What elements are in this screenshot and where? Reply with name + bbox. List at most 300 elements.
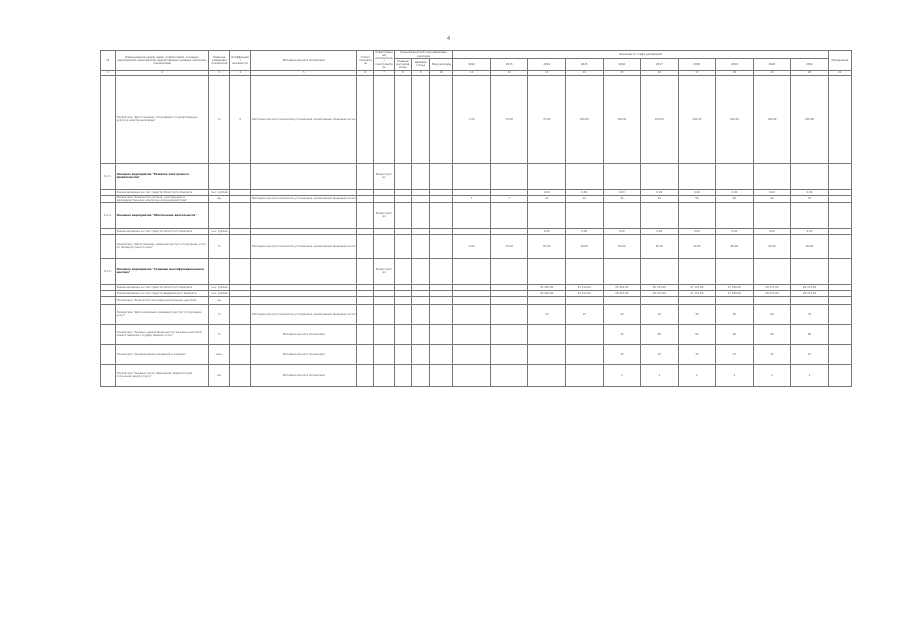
row-unit [209, 163, 230, 189]
row-value: 52 [641, 195, 679, 202]
row-value: 40,00 [566, 234, 604, 258]
row-value [490, 364, 528, 386]
row-value [528, 364, 566, 386]
row-name: Показатель "Количество многофункциональных центров" [115, 296, 209, 304]
row-unit: % [209, 304, 230, 324]
row-value [566, 364, 604, 386]
header-coef: Коэффициент значимости [230, 51, 251, 71]
row-value: 2 [716, 364, 754, 386]
row-value: 25 412,00 [603, 290, 641, 296]
row-kbk [411, 163, 430, 189]
row-kbk [395, 344, 412, 364]
row-value: 100,00 [716, 75, 754, 163]
row-value [453, 258, 491, 284]
header-year: 2017 [641, 59, 679, 71]
row-value [528, 202, 566, 228]
header-year: 2021 [791, 59, 829, 71]
column-number: 17 [678, 70, 716, 75]
row-value: 0,00 [716, 228, 754, 234]
row-value: 0,00 [641, 189, 679, 195]
row-value: 22 [528, 195, 566, 202]
row-value [453, 163, 491, 189]
column-number: 1 [101, 70, 116, 75]
row-responsible [374, 324, 395, 344]
row-note [828, 364, 851, 386]
row-status [357, 296, 374, 304]
row-responsible [374, 304, 395, 324]
row-method: Методика расчета показателя установлена нормативным правовым актом [251, 304, 357, 324]
row-value: 0,00 [603, 228, 641, 234]
row-value: 2 [641, 364, 679, 386]
row-coef [230, 163, 251, 189]
row-value [716, 163, 754, 189]
row-value [490, 324, 528, 344]
row-method [251, 296, 357, 304]
column-number: 6 [357, 70, 374, 75]
table-row [101, 344, 852, 364]
row-coef [230, 195, 251, 202]
row-number [101, 75, 116, 163]
row-value [453, 364, 491, 386]
row-kbk [430, 75, 453, 163]
row-value [716, 258, 754, 284]
table-row [101, 258, 852, 284]
row-value [716, 202, 754, 228]
row-responsible: Министерство [374, 258, 395, 284]
row-responsible [374, 344, 395, 364]
row-status [357, 195, 374, 202]
header-name: Наименование целей, задач, подпрограмм, основных мероприятий, мероприятий, ведомственных целевых программ, показателей [115, 51, 209, 71]
row-value [791, 163, 829, 189]
row-value: 2 [753, 364, 791, 386]
row-note [828, 258, 851, 284]
row-kbk [430, 202, 453, 228]
row-responsible [374, 364, 395, 386]
row-unit: тыс. рублей [209, 290, 230, 296]
row-value: 25 412,00 [566, 284, 604, 290]
row-value: 0,00 [678, 228, 716, 234]
row-value [490, 258, 528, 284]
header-status: Статус показателя [357, 51, 374, 71]
row-value [528, 296, 566, 304]
row-responsible [374, 75, 395, 163]
row-kbk [430, 304, 453, 324]
row-kbk [411, 202, 430, 228]
row-name: Показатель "Доля граждан, получивших государственные услуги в электронном виде" [115, 75, 209, 163]
row-note [828, 195, 851, 202]
header-kbk-2: Вид расходов [430, 59, 453, 71]
column-number: 10 [430, 70, 453, 75]
row-value: 15 [641, 344, 679, 364]
row-value: 27 556,00 [716, 290, 754, 296]
row-value: 85 [678, 324, 716, 344]
row-value: 20 [603, 304, 641, 324]
row-value [753, 258, 791, 284]
row-kbk [411, 304, 430, 324]
row-coef [230, 304, 251, 324]
column-number: 11 [453, 70, 491, 75]
row-name: Основное мероприятие "Создание многофункциональных центров" [115, 258, 209, 284]
row-value: 90 [753, 324, 791, 344]
row-name: Показатель "Среднее число обращений заявителя для получения одной услуги" [115, 364, 209, 386]
header-resp: Ответственный исполнитель/соисполнитель [375, 51, 393, 70]
row-value: 27 556,00 [716, 284, 754, 290]
row-method: Методика расчета показателя установлена нормативным правовым актом [251, 195, 357, 202]
row-value: 100,00 [791, 75, 829, 163]
row-kbk [430, 163, 453, 189]
row-value: 100,00 [678, 75, 716, 163]
row-name: Показатель "Среднее время ожидания в очереди" [115, 344, 209, 364]
row-kbk [395, 364, 412, 386]
row-value: 70,00 [678, 234, 716, 258]
row-kbk [430, 234, 453, 258]
row-status [357, 344, 374, 364]
row-coef [230, 258, 251, 284]
row-value [716, 296, 754, 304]
row-value: 0,00 [528, 228, 566, 234]
row-value: 0,00 [791, 228, 829, 234]
column-number: 3 [209, 70, 230, 75]
table-row [101, 202, 852, 228]
row-value [753, 296, 791, 304]
row-note [828, 234, 851, 258]
row-value: 26 513,00 [641, 284, 679, 290]
row-value: 28 473,00 [791, 290, 829, 296]
row-value: 10 [528, 304, 566, 324]
column-number: 9 [411, 70, 430, 75]
row-kbk [411, 344, 430, 364]
row-kbk [430, 364, 453, 386]
header-year: 2016 [603, 59, 641, 71]
column-number: 14 [566, 70, 604, 75]
row-value [490, 202, 528, 228]
row-value: 70,00 [528, 75, 566, 163]
row-responsible [374, 296, 395, 304]
table-row [101, 195, 852, 202]
row-value [641, 296, 679, 304]
row-status [357, 163, 374, 189]
row-value: 0,00 [528, 189, 566, 195]
row-value: 28 473,00 [791, 284, 829, 290]
row-method [251, 202, 357, 228]
row-value [453, 304, 491, 324]
header-year: 2012 [453, 59, 491, 71]
row-value [528, 163, 566, 189]
row-unit: ед. [209, 364, 230, 386]
row-value [453, 202, 491, 228]
table-row [101, 296, 852, 304]
row-unit: тыс. рублей [209, 284, 230, 290]
row-number: 6.1.4. [101, 202, 116, 228]
row-value [791, 258, 829, 284]
row-value: 0,00 [566, 189, 604, 195]
row-value [453, 344, 491, 364]
row-name: Финансирование за счет средств областного бюджета [115, 228, 209, 234]
row-value: 80 [641, 324, 679, 344]
row-value [678, 258, 716, 284]
row-status [357, 364, 374, 386]
row-value: 15 [716, 344, 754, 364]
row-value: 25,00 [528, 234, 566, 258]
row-value: 0,00 [791, 189, 829, 195]
column-number: 19 [753, 70, 791, 75]
row-value [603, 202, 641, 228]
row-number [101, 195, 116, 202]
row-name: Показатель "Количество органов, участвующих в межведомственном электронном взаимодействии" [115, 195, 209, 202]
row-value [603, 163, 641, 189]
row-value [791, 296, 829, 304]
row-value: 15,00 [490, 75, 528, 163]
row-value: 15 [566, 304, 604, 324]
column-number: 21 [828, 70, 851, 75]
row-kbk [411, 296, 430, 304]
table-row [101, 304, 852, 324]
row-value: 100,00 [603, 75, 641, 163]
row-value: 15 [678, 344, 716, 364]
row-coef: 0 [230, 75, 251, 163]
row-value [566, 163, 604, 189]
row-kbk [411, 258, 430, 284]
row-kbk [395, 304, 412, 324]
column-number: 15 [603, 70, 641, 75]
row-value: 90 [716, 324, 754, 344]
row-value: 2 [603, 364, 641, 386]
row-kbk [395, 163, 412, 189]
row-note [828, 304, 851, 324]
row-value [678, 202, 716, 228]
row-number [101, 304, 116, 324]
row-kbk [395, 202, 412, 228]
row-value [678, 296, 716, 304]
row-value: 100,00 [641, 75, 679, 163]
table-row [101, 324, 852, 344]
header-year: 2019 [716, 59, 754, 71]
row-unit [209, 258, 230, 284]
header-values-group: Значения по годам реализации [453, 51, 828, 59]
table-row [101, 364, 852, 386]
row-value: 30 [641, 304, 679, 324]
row-value: 25 412,00 [566, 290, 604, 296]
row-value [641, 258, 679, 284]
row-unit: ед. [209, 195, 230, 202]
row-value: 56 [678, 195, 716, 202]
row-value: 27 113,00 [678, 290, 716, 296]
row-value: 28 473,00 [753, 284, 791, 290]
row-number [101, 324, 116, 344]
row-number [101, 234, 116, 258]
row-method [251, 163, 357, 189]
header-kbk-1: Целевая статья [411, 59, 430, 71]
column-number: 7 [374, 70, 395, 75]
column-number: 4 [230, 70, 251, 75]
row-name: Финансирование за счет средств областного бюджета [115, 284, 209, 290]
row-kbk [395, 258, 412, 284]
row-value: 50,00 [603, 234, 641, 258]
row-value: 100,00 [753, 75, 791, 163]
row-value [641, 202, 679, 228]
row-kbk [411, 364, 430, 386]
row-value: 24 961,00 [528, 290, 566, 296]
row-value: 100,00 [566, 75, 604, 163]
row-value: 45 [603, 195, 641, 202]
row-status [357, 258, 374, 284]
row-kbk [411, 324, 430, 344]
row-name: Показатель "Доля населения, имеющего доступ к получению услуг" [115, 304, 209, 324]
row-value [490, 163, 528, 189]
row-unit: тыс. рублей [209, 189, 230, 195]
row-value [490, 296, 528, 304]
row-kbk [395, 324, 412, 344]
row-value: 0,00 [716, 189, 754, 195]
row-value [453, 324, 491, 344]
row-value: 40 [678, 304, 716, 324]
row-kbk [395, 195, 412, 202]
row-value: 70 [791, 304, 829, 324]
table-row [101, 75, 852, 163]
header-year: 2020 [753, 59, 791, 71]
row-kbk [430, 296, 453, 304]
table-body [101, 75, 852, 386]
row-responsible [374, 234, 395, 258]
row-status [357, 234, 374, 258]
row-value: 25 412,00 [603, 284, 641, 290]
row-kbk [411, 234, 430, 258]
row-value: 50 [716, 304, 754, 324]
row-method: Методика расчета показателя [251, 364, 357, 386]
column-number: 12 [490, 70, 528, 75]
row-value [490, 344, 528, 364]
row-value [490, 304, 528, 324]
document-sheet [100, 50, 852, 590]
row-status [357, 202, 374, 228]
row-kbk [411, 75, 430, 163]
row-coef [230, 234, 251, 258]
row-number: 6.1.3. [101, 163, 116, 189]
row-responsible [374, 195, 395, 202]
row-kbk [411, 195, 430, 202]
row-unit: мин. [209, 344, 230, 364]
row-note [828, 75, 851, 163]
row-kbk [395, 296, 412, 304]
header-year: 2015 [566, 59, 604, 71]
row-method: Методика расчета показателя установлена нормативным правовым актом [251, 75, 357, 163]
row-status [357, 75, 374, 163]
header-year: 2018 [678, 59, 716, 71]
header-unit: Единица измерения показателя [209, 51, 230, 71]
column-number: 13 [528, 70, 566, 75]
row-value: 15 [603, 344, 641, 364]
row-value: 1 [453, 195, 491, 202]
row-value [528, 344, 566, 364]
row-value: 0,00 [566, 228, 604, 234]
row-kbk [430, 324, 453, 344]
row-method: Методика расчета показателя установлена нормативным правовым актом [251, 234, 357, 258]
row-value [641, 163, 679, 189]
row-value: 15 [791, 344, 829, 364]
row-value: 1,00 [453, 75, 491, 163]
row-value [566, 258, 604, 284]
row-note [828, 324, 851, 344]
row-value: 2 [678, 364, 716, 386]
row-status [357, 324, 374, 344]
row-kbk [395, 75, 412, 163]
row-coef [230, 296, 251, 304]
row-value [566, 202, 604, 228]
row-kbk [430, 344, 453, 364]
row-number [101, 296, 116, 304]
row-value: 90,00 [791, 234, 829, 258]
row-coef [230, 364, 251, 386]
row-value [453, 296, 491, 304]
row-value: 15 [753, 344, 791, 364]
row-kbk [430, 258, 453, 284]
column-number: 20 [791, 70, 829, 75]
row-value: 27 113,00 [678, 284, 716, 290]
row-method: Методика расчета показателя [251, 324, 357, 344]
row-value: 25 513,00 [641, 290, 679, 296]
table-row [101, 234, 852, 258]
row-value: 1 [490, 195, 528, 202]
column-number: 16 [641, 70, 679, 75]
row-kbk [430, 195, 453, 202]
row-status [357, 304, 374, 324]
row-value: 80,00 [716, 234, 754, 258]
column-number: 18 [716, 70, 754, 75]
row-unit [209, 202, 230, 228]
row-value: 64 [753, 195, 791, 202]
column-number: 8 [395, 70, 412, 75]
header-no: № [101, 51, 116, 71]
row-value [566, 324, 604, 344]
header-method: Методика расчета показателя [251, 51, 357, 71]
page-number: 4 [447, 36, 451, 42]
header-year: 2014 [528, 59, 566, 71]
row-name: Финансирование за счет средств областного бюджета [115, 189, 209, 195]
row-number: 6.1.5. [101, 258, 116, 284]
row-value: 15,00 [490, 234, 528, 258]
row-note [828, 163, 851, 189]
row-value: 90 [791, 324, 829, 344]
row-value: 0,00 [678, 189, 716, 195]
row-value [603, 258, 641, 284]
row-number [101, 344, 116, 364]
row-responsible: Министерство [374, 163, 395, 189]
row-value [528, 258, 566, 284]
row-coef [230, 324, 251, 344]
row-value: 2,00 [453, 234, 491, 258]
program-table [100, 50, 852, 387]
row-unit: ед. [209, 296, 230, 304]
row-coef [230, 344, 251, 364]
row-value: 0,00 [603, 189, 641, 195]
header-year: 2013 [490, 59, 528, 71]
row-value: 90,00 [753, 234, 791, 258]
row-unit: % [209, 324, 230, 344]
row-value: 75 [603, 324, 641, 344]
row-name: Основное мероприятие "Развитие электронного правительства" [115, 163, 209, 189]
row-value [566, 296, 604, 304]
header-kbk-0: Главный распорядитель [396, 59, 410, 69]
row-note [828, 344, 851, 364]
row-kbk [395, 234, 412, 258]
column-number: 2 [115, 70, 209, 75]
header-note: Примечание [828, 51, 851, 71]
row-coef [230, 202, 251, 228]
row-note [828, 202, 851, 228]
row-method: Методика расчета показателя [251, 344, 357, 364]
row-value: 2 [791, 364, 829, 386]
row-note [828, 296, 851, 304]
